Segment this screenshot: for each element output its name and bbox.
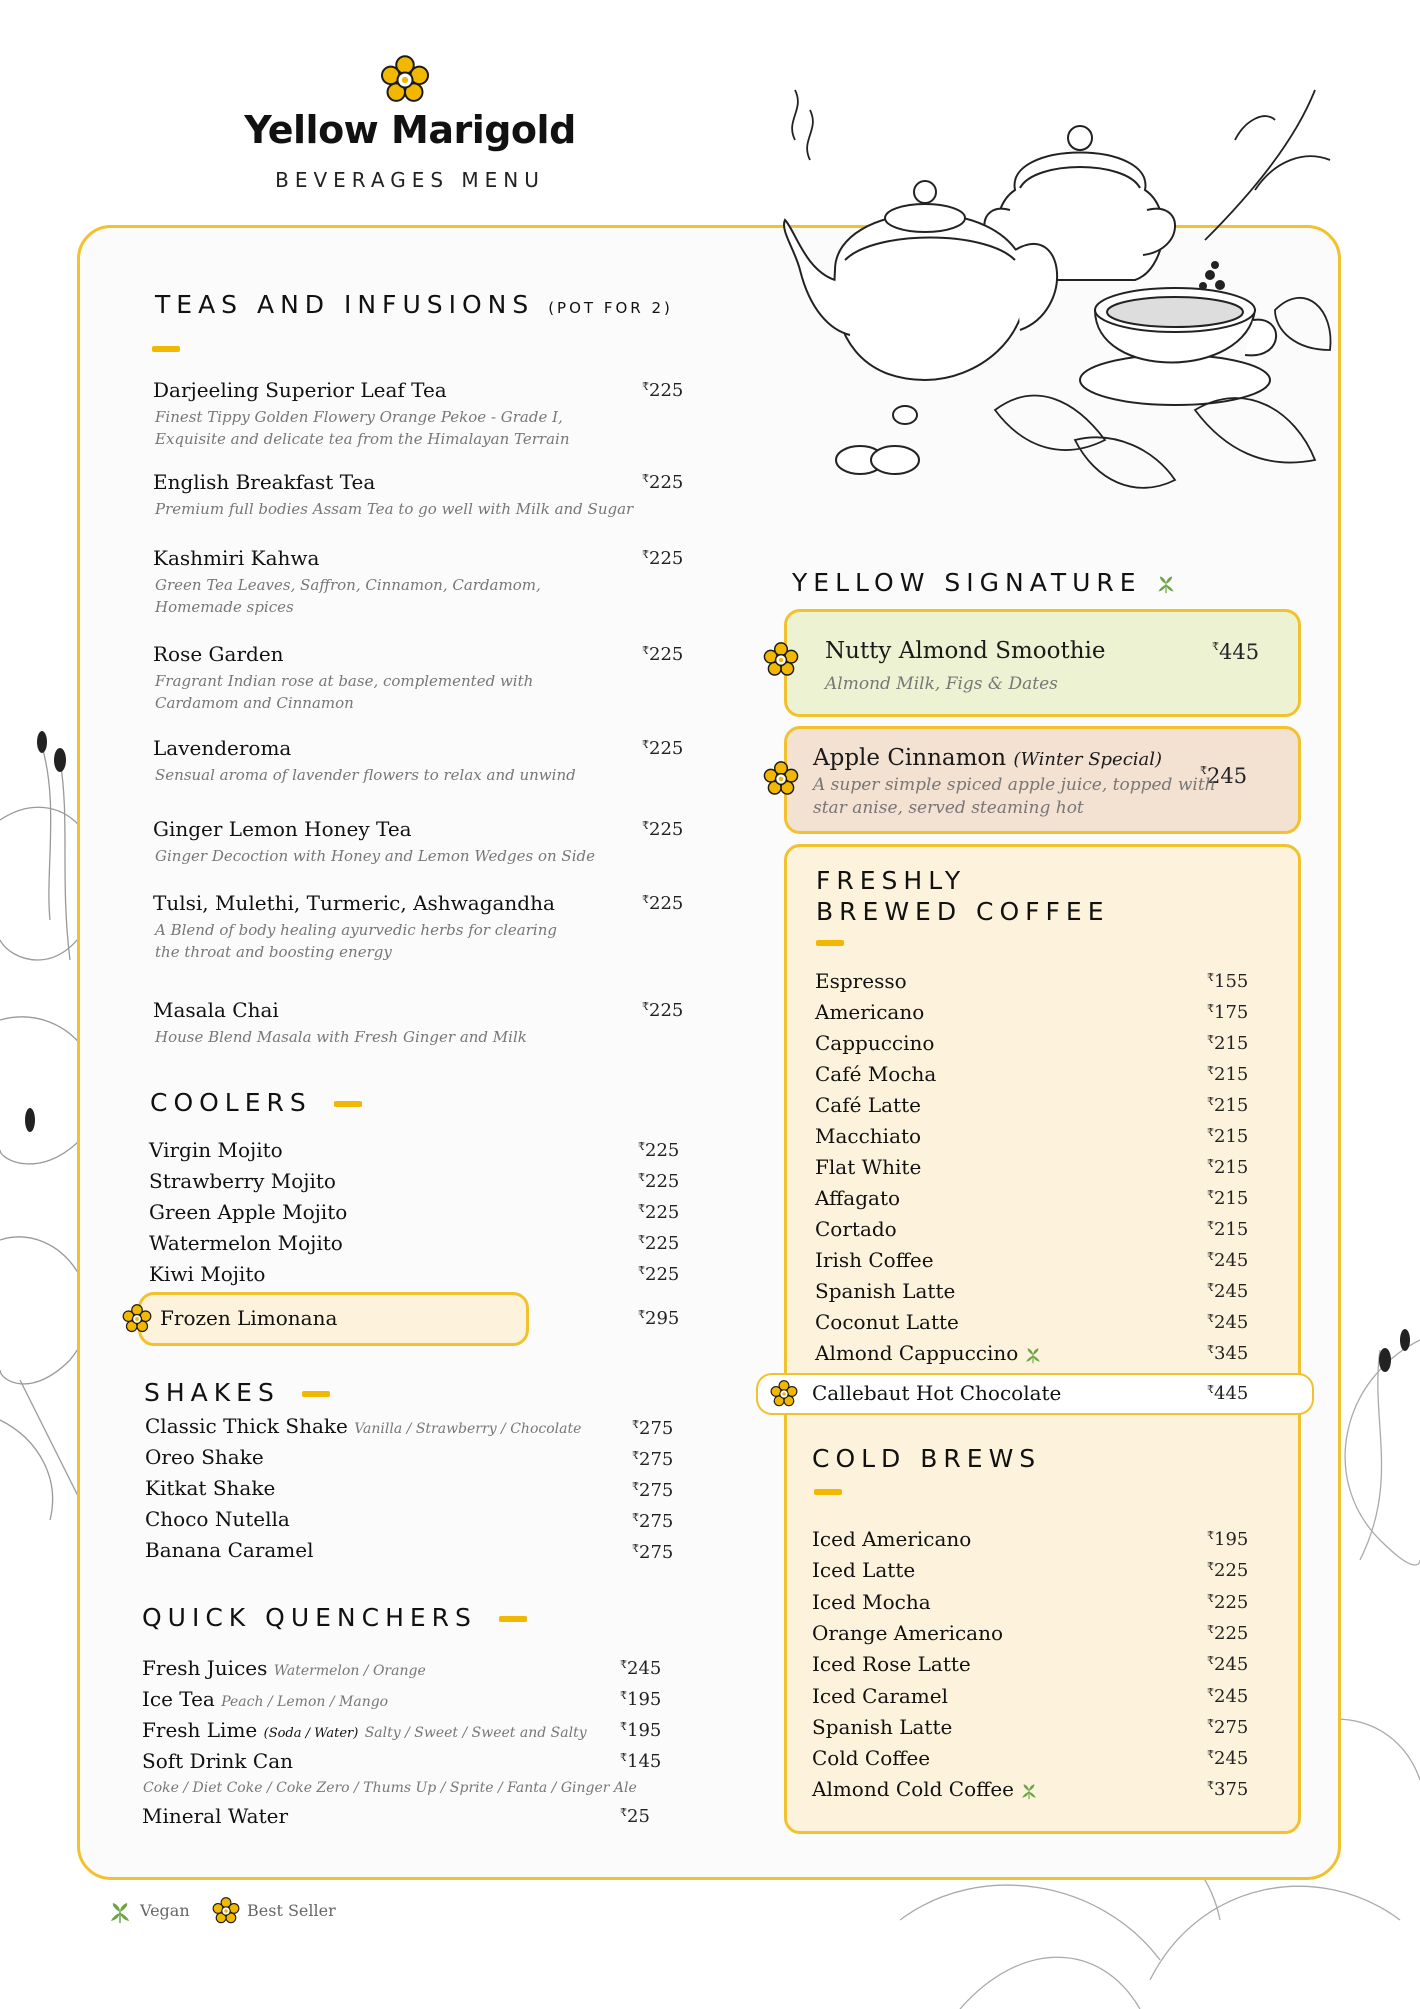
quencher-price: ₹145 bbox=[620, 1751, 662, 1772]
coldbrew-name bbox=[812, 1777, 1038, 1801]
shake-name-text: Oreo Shake bbox=[145, 1445, 264, 1469]
tea-price: ₹225 bbox=[642, 548, 684, 569]
vegan-icon bbox=[1020, 1782, 1038, 1800]
tea-desc: Premium full bodies Assam Tea to go well with Milk and Sugar bbox=[155, 500, 634, 518]
quencher-price-value: 245 bbox=[627, 1658, 662, 1679]
smoothie-desc: Almond Milk, Figs & Dates bbox=[825, 674, 1058, 694]
coffee-dash bbox=[816, 940, 844, 946]
coffee-name bbox=[815, 1062, 936, 1086]
quencher-name-text: Mineral Water bbox=[142, 1804, 289, 1828]
coldbrew-price: ₹225 bbox=[1207, 1591, 1249, 1613]
quencher-name-text: Soft Drink Can bbox=[142, 1749, 293, 1773]
teas-title: TEAS AND INFUSIONS (POT FOR 2) bbox=[155, 290, 673, 319]
coffee-price-value: 175 bbox=[1214, 1002, 1249, 1023]
cooler-price-value: 225 bbox=[645, 1140, 680, 1161]
coldbrew-price-value: 275 bbox=[1214, 1716, 1249, 1738]
quencher-price: ₹195 bbox=[620, 1689, 662, 1710]
coffee-price: ₹215 bbox=[1207, 1033, 1249, 1054]
coldbrew-name bbox=[812, 1527, 971, 1551]
tea-price: ₹225 bbox=[642, 472, 684, 493]
coldbrew-price-value: 195 bbox=[1214, 1529, 1249, 1550]
quencher-options: Peach / Lemon / Mango bbox=[221, 1694, 389, 1710]
quenchers-title: QUICK QUENCHERS bbox=[142, 1603, 527, 1632]
quencher-name bbox=[142, 1804, 288, 1828]
coffee-name-text: Affagato bbox=[815, 1186, 901, 1210]
tea-price: ₹225 bbox=[642, 893, 684, 914]
smoothie-name: Nutty Almond Smoothie bbox=[825, 638, 1106, 664]
coffee-name bbox=[815, 1186, 900, 1210]
tea-name: English Breakfast Tea bbox=[153, 470, 376, 494]
best-seller-icon bbox=[770, 1380, 798, 1408]
shake-price-value: 275 bbox=[639, 1542, 674, 1563]
coffee-title-1: FRESHLY bbox=[816, 866, 967, 895]
coffee-name bbox=[815, 1310, 959, 1334]
tea-price-value: 225 bbox=[649, 548, 684, 569]
coffee-price-value: 245 bbox=[1214, 1281, 1249, 1302]
coffee-price-value: 445 bbox=[1214, 1383, 1249, 1404]
coffee-name bbox=[815, 1155, 921, 1179]
coffee-price-value: 215 bbox=[1214, 1064, 1249, 1085]
coldbrew-name bbox=[812, 1652, 971, 1676]
quencher-price-value: 145 bbox=[627, 1751, 662, 1772]
cooler-price: ₹225 bbox=[638, 1202, 680, 1223]
tea-price: ₹225 bbox=[642, 644, 684, 665]
coffee-name-text: Café Latte bbox=[815, 1093, 921, 1117]
coldbrew-name bbox=[812, 1746, 930, 1770]
cooler-price: ₹225 bbox=[638, 1171, 680, 1192]
coldbrew-price: ₹225 bbox=[1207, 1560, 1249, 1582]
cooler-price: ₹225 bbox=[638, 1233, 680, 1254]
coldbrew-price-value: 245 bbox=[1214, 1748, 1249, 1770]
coffee-price: ₹155 bbox=[1207, 971, 1249, 992]
coffee-price-value: 245 bbox=[1214, 1312, 1249, 1333]
tea-name: Tulsi, Mulethi, Turmeric, Ashwagandha bbox=[153, 891, 555, 915]
legend-best-seller: Best Seller bbox=[247, 1901, 336, 1920]
coffee-price: ₹245 bbox=[1207, 1281, 1249, 1302]
coffee-title-2: BREWED COFFEE bbox=[816, 897, 1110, 926]
quencher-name bbox=[142, 1718, 587, 1742]
coffee-price: ₹345 bbox=[1207, 1343, 1249, 1364]
tea-price-value: 225 bbox=[649, 893, 684, 914]
shake-price: ₹275 bbox=[632, 1511, 674, 1532]
cooler-price-value: 225 bbox=[645, 1264, 680, 1285]
shake-price: ₹275 bbox=[632, 1418, 674, 1439]
coldbrew-name bbox=[812, 1684, 948, 1708]
tea-desc: Ginger Decoction with Honey and Lemon Wedges on Side bbox=[155, 847, 595, 865]
tea-price-value: 225 bbox=[649, 472, 684, 493]
shake-price-value: 275 bbox=[639, 1449, 674, 1470]
cooler-price-value: 295 bbox=[645, 1308, 680, 1329]
coffee-price: ₹215 bbox=[1207, 1219, 1249, 1240]
coldbrew-price: ₹275 bbox=[1207, 1716, 1249, 1738]
coffee-name bbox=[815, 969, 907, 993]
shake-name-text: Choco Nutella bbox=[145, 1507, 290, 1531]
shake-price: ₹275 bbox=[632, 1480, 674, 1501]
tea-desc: A Blend of body healing ayurvedic herbs for clearing the throat and boosting energy bbox=[155, 921, 557, 961]
coldbrew-name-text: Orange Americano bbox=[812, 1620, 1004, 1645]
coldbrew-name bbox=[812, 1715, 952, 1739]
cooler-price: ₹295 bbox=[638, 1308, 680, 1329]
coffee-price: ₹215 bbox=[1207, 1064, 1249, 1085]
quencher-price: ₹25 bbox=[620, 1806, 650, 1827]
tea-name: Kashmiri Kahwa bbox=[153, 546, 320, 570]
coffee-name-text: Irish Coffee bbox=[815, 1248, 934, 1272]
coffee-price-value: 345 bbox=[1214, 1343, 1249, 1364]
tea-price-value: 225 bbox=[649, 1000, 684, 1021]
quencher-name-text: Fresh Lime bbox=[142, 1718, 258, 1742]
apple-name: Apple Cinnamon (Winter Special) bbox=[813, 745, 1163, 771]
cooler-name: Frozen Limonana bbox=[160, 1306, 338, 1330]
best-seller-icon bbox=[122, 1304, 152, 1334]
coffee-name-text: Coconut Latte bbox=[815, 1310, 959, 1334]
coffee-price-value: 245 bbox=[1214, 1250, 1249, 1271]
coffee-price-value: 215 bbox=[1214, 1188, 1249, 1209]
coffee-price-value: 155 bbox=[1214, 971, 1249, 992]
coldbrew-name-text: Almond Cold Coffee bbox=[812, 1777, 1015, 1802]
shake-name-text: Classic Thick Shake bbox=[145, 1414, 348, 1438]
coffee-price-value: 215 bbox=[1214, 1219, 1249, 1240]
quencher-name-text: Ice Tea bbox=[142, 1687, 215, 1711]
tea-price: ₹225 bbox=[642, 819, 684, 840]
shake-name bbox=[145, 1414, 581, 1438]
cooler-name: Virgin Mojito bbox=[149, 1138, 283, 1162]
coldbrew-name bbox=[812, 1621, 1003, 1645]
coffee-name bbox=[815, 1341, 1042, 1365]
coffee-name-text: Macchiato bbox=[815, 1124, 922, 1148]
coffee-price-value: 215 bbox=[1214, 1095, 1249, 1116]
best-seller-icon bbox=[763, 761, 799, 797]
coffee-price: ₹215 bbox=[1207, 1188, 1249, 1209]
coldbrew-price-value: 225 bbox=[1214, 1560, 1249, 1582]
cooler-price: ₹225 bbox=[638, 1140, 680, 1161]
coldbrew-price-value: 375 bbox=[1214, 1779, 1249, 1801]
tea-name: Ginger Lemon Honey Tea bbox=[153, 817, 412, 841]
cooler-price-value: 225 bbox=[645, 1171, 680, 1192]
coldbrews-dash bbox=[814, 1489, 842, 1495]
quencher-options: Watermelon / Orange bbox=[273, 1663, 426, 1679]
cooler-price-value: 225 bbox=[645, 1202, 680, 1223]
tea-desc: Finest Tippy Golden Flowery Orange Pekoe - Grade I, Exquisite and delicate tea from the Himalayan Terrain bbox=[155, 408, 570, 448]
brand-subtitle: BEVERAGES MENU bbox=[275, 168, 545, 192]
quencher-name bbox=[142, 1656, 426, 1680]
coffee-name bbox=[815, 1124, 921, 1148]
tea-name: Lavenderoma bbox=[153, 736, 292, 760]
coffee-name-text: Cappuccino bbox=[815, 1031, 935, 1055]
coffee-name-text: Americano bbox=[815, 1000, 925, 1024]
cooler-name: Kiwi Mojito bbox=[149, 1262, 266, 1286]
coldbrew-price-value: 245 bbox=[1214, 1654, 1249, 1676]
coldbrew-price: ₹245 bbox=[1207, 1748, 1249, 1770]
best-seller-icon bbox=[212, 1897, 240, 1925]
tea-price: ₹225 bbox=[642, 1000, 684, 1021]
coldbrew-price: ₹225 bbox=[1207, 1622, 1249, 1644]
coldbrew-price: ₹195 bbox=[1207, 1529, 1249, 1550]
coffee-name bbox=[815, 1031, 934, 1055]
quencher-price: ₹195 bbox=[620, 1720, 662, 1741]
tea-name: Rose Garden bbox=[153, 642, 284, 666]
quencher-price-value: 25 bbox=[627, 1806, 650, 1827]
coffee-name bbox=[815, 1279, 955, 1303]
coffee-name-text: Almond Cappuccino bbox=[815, 1341, 1019, 1365]
coldbrew-price: ₹245 bbox=[1207, 1654, 1249, 1676]
quencher-price-value: 195 bbox=[627, 1689, 662, 1710]
shake-price: ₹275 bbox=[632, 1542, 674, 1563]
shake-options: Vanilla / Strawberry / Chocolate bbox=[354, 1421, 582, 1437]
coldbrew-price-value: 225 bbox=[1214, 1622, 1249, 1644]
coffee-name-text: Cortado bbox=[815, 1217, 897, 1241]
coffee-price: ₹215 bbox=[1207, 1095, 1249, 1116]
coffee-price: ₹245 bbox=[1207, 1312, 1249, 1333]
cooler-price-value: 225 bbox=[645, 1233, 680, 1254]
coffee-price: ₹445 bbox=[1207, 1383, 1249, 1404]
coldbrew-name bbox=[812, 1558, 915, 1582]
brand-name: Yellow Marigold bbox=[244, 108, 576, 152]
coffee-price: ₹215 bbox=[1207, 1157, 1249, 1178]
coldbrew-name-text: Spanish Latte bbox=[812, 1714, 953, 1739]
tea-desc: Sensual aroma of lavender flowers to relax and unwind bbox=[155, 766, 576, 784]
tea-desc: Green Tea Leaves, Saffron, Cinnamon, Cardamom, Homemade spices bbox=[155, 576, 541, 616]
shake-name-text: Kitkat Shake bbox=[145, 1476, 276, 1500]
coffee-name-text: Café Mocha bbox=[815, 1062, 937, 1086]
coffee-name-text: Callebaut Hot Chocolate bbox=[812, 1381, 1062, 1405]
quencher-price: ₹245 bbox=[620, 1658, 662, 1679]
apple-desc: A super simple spiced apple juice, topped with star anise, served steaming hot bbox=[813, 775, 1216, 818]
signature-title: YELLOW SIGNATURE bbox=[792, 568, 1176, 597]
tea-price: ₹225 bbox=[642, 380, 684, 401]
vegan-icon bbox=[108, 1900, 132, 1924]
coldbrew-name-text: Iced Americano bbox=[812, 1527, 972, 1551]
shake-price: ₹275 bbox=[632, 1449, 674, 1470]
coolers-title: COOLERS bbox=[150, 1088, 362, 1117]
coldbrews-title: COLD BREWS bbox=[812, 1444, 1042, 1473]
coffee-name bbox=[815, 1093, 921, 1117]
tea-desc: Fragrant Indian rose at base, complemented with Cardamom and Cinnamon bbox=[155, 672, 534, 712]
shake-name-text: Banana Caramel bbox=[145, 1538, 314, 1562]
tea-price: ₹225 bbox=[642, 738, 684, 759]
tea-desc: House Blend Masala with Fresh Ginger and Milk bbox=[155, 1028, 527, 1046]
coldbrew-name bbox=[812, 1590, 931, 1614]
coldbrew-name-text: Iced Caramel bbox=[812, 1683, 949, 1708]
quencher-desc: Coke / Diet Coke / Coke Zero / Thums Up / Sprite / Fanta / Ginger Ale bbox=[143, 1780, 637, 1796]
shake-price-value: 275 bbox=[639, 1480, 674, 1501]
best-seller-icon bbox=[763, 642, 799, 678]
tea-name: Masala Chai bbox=[153, 998, 279, 1022]
coldbrew-price-value: 225 bbox=[1214, 1591, 1249, 1613]
coffee-price: ₹245 bbox=[1207, 1250, 1249, 1271]
shakes-title: SHAKES bbox=[144, 1378, 330, 1407]
coffee-price-value: 215 bbox=[1214, 1033, 1249, 1054]
marigold-logo-icon bbox=[380, 55, 430, 105]
quencher-name bbox=[142, 1687, 388, 1711]
shake-name bbox=[145, 1476, 275, 1500]
coffee-price: ₹215 bbox=[1207, 1126, 1249, 1147]
apple-price: ₹245 bbox=[1200, 764, 1248, 788]
coldbrew-price: ₹245 bbox=[1207, 1685, 1249, 1707]
teas-dash bbox=[152, 346, 180, 352]
smoothie-price: ₹445 bbox=[1212, 640, 1260, 664]
coldbrew-price-value: 245 bbox=[1214, 1685, 1249, 1707]
coffee-name-text: Spanish Latte bbox=[815, 1279, 956, 1303]
quencher-name bbox=[142, 1749, 293, 1773]
cooler-name: Watermelon Mojito bbox=[149, 1231, 343, 1255]
tea-name: Darjeeling Superior Leaf Tea bbox=[153, 378, 447, 402]
tea-price-value: 225 bbox=[649, 380, 684, 401]
coldbrew-name-text: Cold Coffee bbox=[812, 1746, 931, 1771]
shake-name bbox=[145, 1507, 290, 1531]
shake-price-value: 275 bbox=[639, 1511, 674, 1532]
coldbrew-name-text: Iced Mocha bbox=[812, 1589, 931, 1614]
shake-price-value: 275 bbox=[639, 1418, 674, 1439]
tea-price-value: 225 bbox=[649, 644, 684, 665]
shake-name bbox=[145, 1445, 264, 1469]
coldbrew-name-text: Iced Rose Latte bbox=[812, 1652, 971, 1677]
coffee-name bbox=[815, 1217, 897, 1241]
coffee-name-text: Flat White bbox=[815, 1155, 922, 1179]
coffee-name bbox=[815, 1000, 924, 1024]
coldbrew-name-text: Iced Latte bbox=[812, 1558, 916, 1583]
quencher-price-value: 195 bbox=[627, 1720, 662, 1741]
coldbrew-price: ₹375 bbox=[1207, 1779, 1249, 1801]
vegan-icon bbox=[1024, 1346, 1042, 1364]
quencher-tag: (Soda / Water) bbox=[263, 1726, 359, 1741]
legend-vegan: Vegan bbox=[140, 1901, 190, 1920]
coffee-price: ₹175 bbox=[1207, 1002, 1249, 1023]
teapot-illustration bbox=[775, 80, 1335, 530]
coffee-price-value: 215 bbox=[1214, 1126, 1249, 1147]
cooler-name: Strawberry Mojito bbox=[149, 1169, 336, 1193]
cooler-price: ₹225 bbox=[638, 1264, 680, 1285]
coffee-name bbox=[815, 1248, 934, 1272]
quencher-options: Salty / Sweet / Sweet and Salty bbox=[364, 1725, 587, 1741]
shake-name bbox=[145, 1538, 314, 1562]
tea-price-value: 225 bbox=[649, 738, 684, 759]
quencher-name-text: Fresh Juices bbox=[142, 1656, 268, 1680]
cooler-name: Green Apple Mojito bbox=[149, 1200, 348, 1224]
coffee-price-value: 215 bbox=[1214, 1157, 1249, 1178]
coffee-name bbox=[812, 1381, 1061, 1405]
coffee-name-text: Espresso bbox=[815, 969, 907, 993]
tea-price-value: 225 bbox=[649, 819, 684, 840]
vegan-icon bbox=[1156, 574, 1176, 594]
